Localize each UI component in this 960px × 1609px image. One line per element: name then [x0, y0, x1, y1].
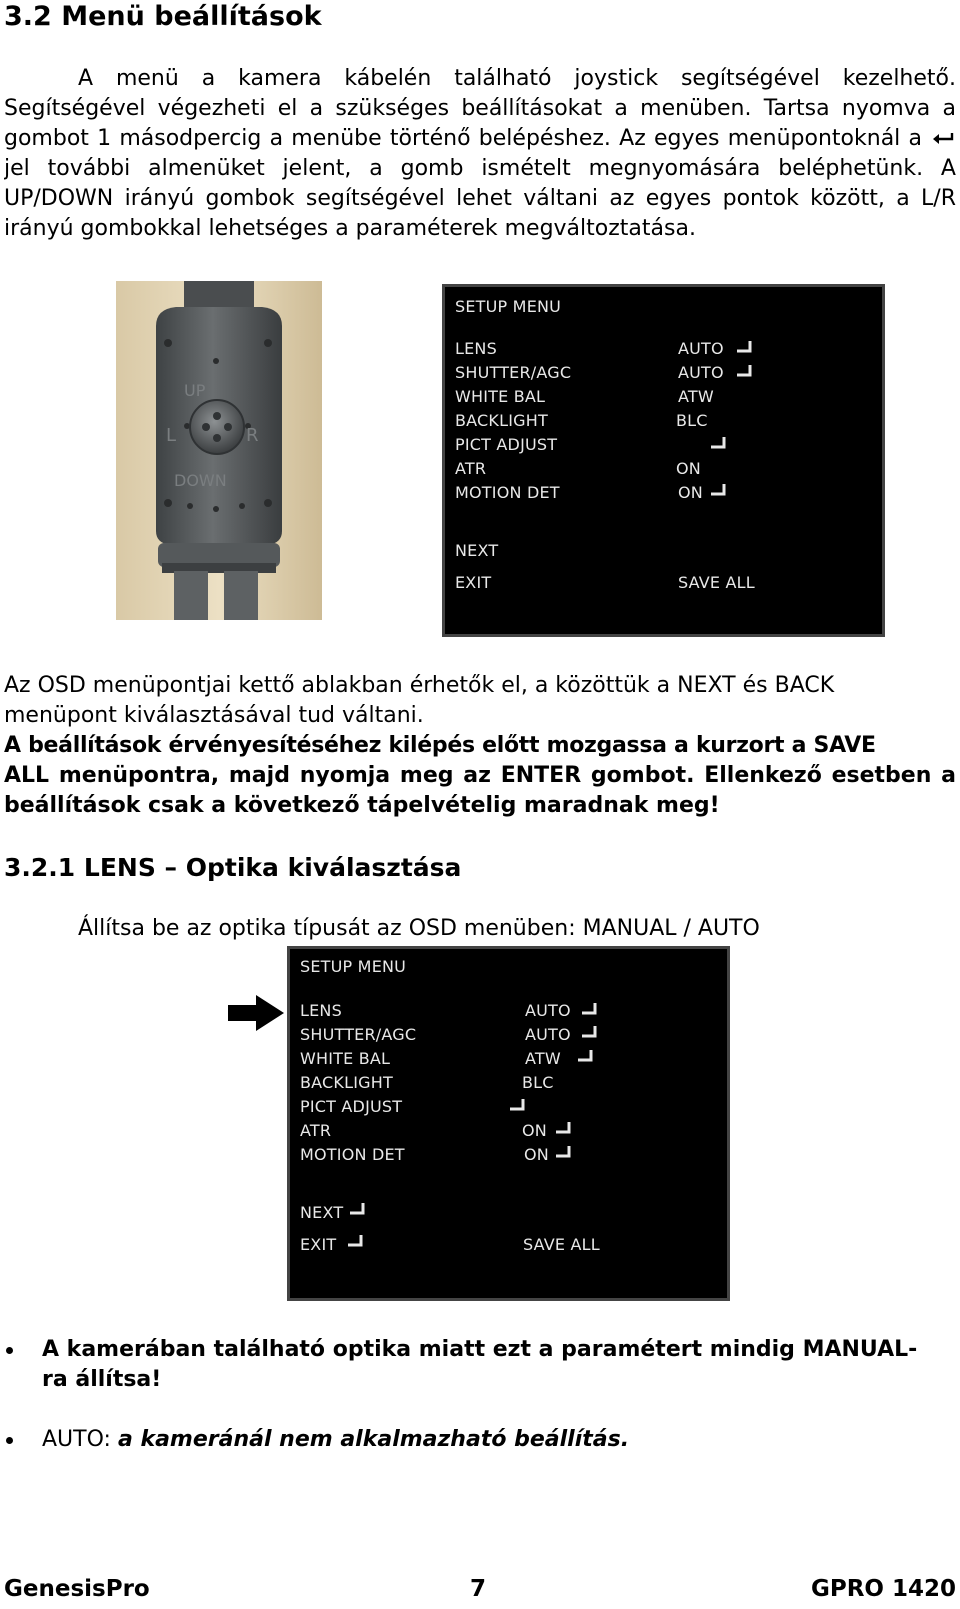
osd-note-paragraph — [4, 671, 956, 731]
osd1-item-atr-value: ON — [676, 459, 701, 478]
osd1-title: SETUP MENU — [455, 297, 562, 316]
osd2-item-shutter-label[interactable]: SHUTTER/AGC — [300, 1025, 417, 1044]
osd1-item-lens-value: AUTO — [678, 339, 724, 358]
joystick-up-label: UP — [184, 381, 206, 400]
warning-line-1: A beállítások érvényesítéséhez kilépés előtt mozgassa a kurzort a SAVE — [4, 733, 876, 758]
bullet-dot — [6, 1437, 13, 1444]
osd1-shutter-submenu-icon — [735, 363, 753, 379]
warning-line-3: beállítások csak a következő tápelvételig maradnak meg! — [4, 793, 720, 818]
bullet-manual-warning — [4, 1335, 956, 1395]
osd1-item-motiondet-value: ON — [678, 483, 703, 502]
osd2-next-submenu-icon — [348, 1201, 366, 1217]
lens-subheading: 3.2.1 LENS – Optika kiválasztása — [4, 853, 462, 882]
osd2-shutter-submenu-icon — [580, 1024, 598, 1040]
bullet-1-line-1: A kamerában található optika miatt ezt a paramétert mindig MANUAL- — [42, 1337, 918, 1362]
footer-brand: GenesisPro — [4, 1576, 150, 1602]
osd-setup-menu-1 — [442, 284, 885, 637]
osd1-item-backlight-label[interactable]: BACKLIGHT — [455, 411, 548, 430]
osd2-item-whitebal-label[interactable]: WHITE BAL — [300, 1049, 391, 1068]
footer-model: GPRO 1420 — [810, 1576, 956, 1602]
osd1-item-whitebal-label[interactable]: WHITE BAL — [455, 387, 546, 406]
osd2-item-atr-label[interactable]: ATR — [300, 1121, 332, 1140]
osd2-lens-submenu-icon — [580, 1001, 598, 1017]
osd1-motiondet-submenu-icon — [709, 482, 727, 498]
osd2-item-pictadjust-label[interactable]: PICT ADJUST — [300, 1097, 403, 1116]
bullet-2-prefix: AUTO: — [42, 1427, 118, 1452]
osd-note-line-2: menüpont kiválasztásával tud váltani. — [4, 703, 424, 728]
osd2-item-backlight-value: BLC — [522, 1073, 554, 1092]
osd1-item-motiondet-label[interactable]: MOTION DET — [455, 483, 560, 502]
footer-page-number: 7 — [470, 1576, 487, 1602]
intro-line-1: A menü a kamera kábelén található joystick segítségével kezelhető. — [78, 66, 956, 91]
osd2-exit-item[interactable]: EXIT — [300, 1235, 337, 1254]
bullet-1-line-2: ra állítsa! — [42, 1367, 162, 1392]
joystick-down-label: DOWN — [174, 471, 227, 490]
osd2-item-motiondet-label[interactable]: MOTION DET — [300, 1145, 405, 1164]
osd2-atr-submenu-icon — [554, 1120, 572, 1136]
intro-line-5: UP/DOWN irányú gombok segítségével lehet váltani az egyes pontok között, a L/R — [4, 186, 956, 211]
osd2-motiondet-submenu-icon — [554, 1144, 572, 1160]
bullet-2-italic: a kameránál nem alkalmazható beállítás. — [117, 1427, 630, 1452]
bullet-auto-note — [4, 1425, 956, 1455]
osd1-exit-item[interactable]: EXIT — [455, 573, 492, 592]
osd1-item-pictadjust-label[interactable]: PICT ADJUST — [455, 435, 558, 454]
joystick-illustration — [116, 281, 322, 620]
page-heading: 3.2 Menü beállítások — [4, 1, 322, 32]
osd2-item-atr-value: ON — [522, 1121, 547, 1140]
pointer-arrow-icon — [228, 995, 284, 1031]
osd2-item-whitebal-value: ATW — [525, 1049, 561, 1068]
osd1-pictadjust-submenu-icon — [709, 435, 727, 451]
bullet-2-text — [4, 1425, 956, 1455]
joystick-left-label: L — [166, 425, 177, 446]
intro-line-6: irányú gombokkal lehetséges a paraméterek megváltoztatása. — [4, 216, 696, 241]
warning-line-2: ALL menüpontra, majd nyomja meg az ENTER gombot. Ellenkező esetben a — [4, 763, 956, 788]
joystick-right-label: R — [246, 425, 259, 446]
intro-line-2: Segítségével végezheti el a szükséges beállításokat a menüben. Tartsa nyomva a — [4, 96, 956, 121]
osd2-title: SETUP MENU — [300, 957, 407, 976]
save-warning-paragraph — [4, 731, 956, 821]
osd1-next-item[interactable]: NEXT — [455, 541, 499, 560]
osd2-item-backlight-label[interactable]: BACKLIGHT — [300, 1073, 393, 1092]
osd1-item-backlight-value: BLC — [676, 411, 708, 430]
osd1-item-shutter-value: AUTO — [678, 363, 724, 382]
return-arrow-icon — [932, 132, 954, 146]
osd1-item-atr-label[interactable]: ATR — [455, 459, 487, 478]
osd1-item-shutter-label[interactable]: SHUTTER/AGC — [455, 363, 572, 382]
osd2-save-all-item[interactable]: SAVE ALL — [523, 1235, 600, 1254]
osd1-lens-submenu-icon — [735, 339, 753, 355]
bullet-dot — [6, 1347, 13, 1354]
osd2-whitebal-submenu-icon — [576, 1048, 594, 1064]
osd2-item-lens-label[interactable]: LENS — [300, 1001, 342, 1020]
osd1-item-whitebal-value: ATW — [678, 387, 714, 406]
intro-paragraph — [4, 64, 956, 244]
intro-line-4: jel további almenüket jelent, a gomb ismételt megnyomására beléphetünk. A — [4, 156, 956, 181]
osd2-item-lens-value: AUTO — [525, 1001, 571, 1020]
intro-line-3-wrap — [4, 124, 956, 154]
lens-instruction: Állítsa be az optika típusát az OSD menüben: MANUAL / AUTO — [78, 916, 760, 941]
osd2-item-motiondet-value: ON — [524, 1145, 549, 1164]
osd1-save-all-item[interactable]: SAVE ALL — [678, 573, 755, 592]
osd1-item-lens-label[interactable]: LENS — [455, 339, 497, 358]
osd-note-line-1: Az OSD menüpontjai kettő ablakban érhetők el, a közöttük a NEXT és BACK — [4, 673, 835, 698]
intro-line-3: gombot 1 másodpercig a menübe történő belépéshez. Az egyes menüpontoknál a — [4, 126, 922, 151]
osd2-exit-submenu-icon — [346, 1233, 364, 1249]
osd2-item-shutter-value: AUTO — [525, 1025, 571, 1044]
osd2-next-item[interactable]: NEXT — [300, 1203, 344, 1222]
joystick-photo — [116, 281, 322, 620]
osd2-pictadjust-submenu-icon — [508, 1097, 526, 1113]
osd-setup-menu-2 — [287, 946, 730, 1301]
